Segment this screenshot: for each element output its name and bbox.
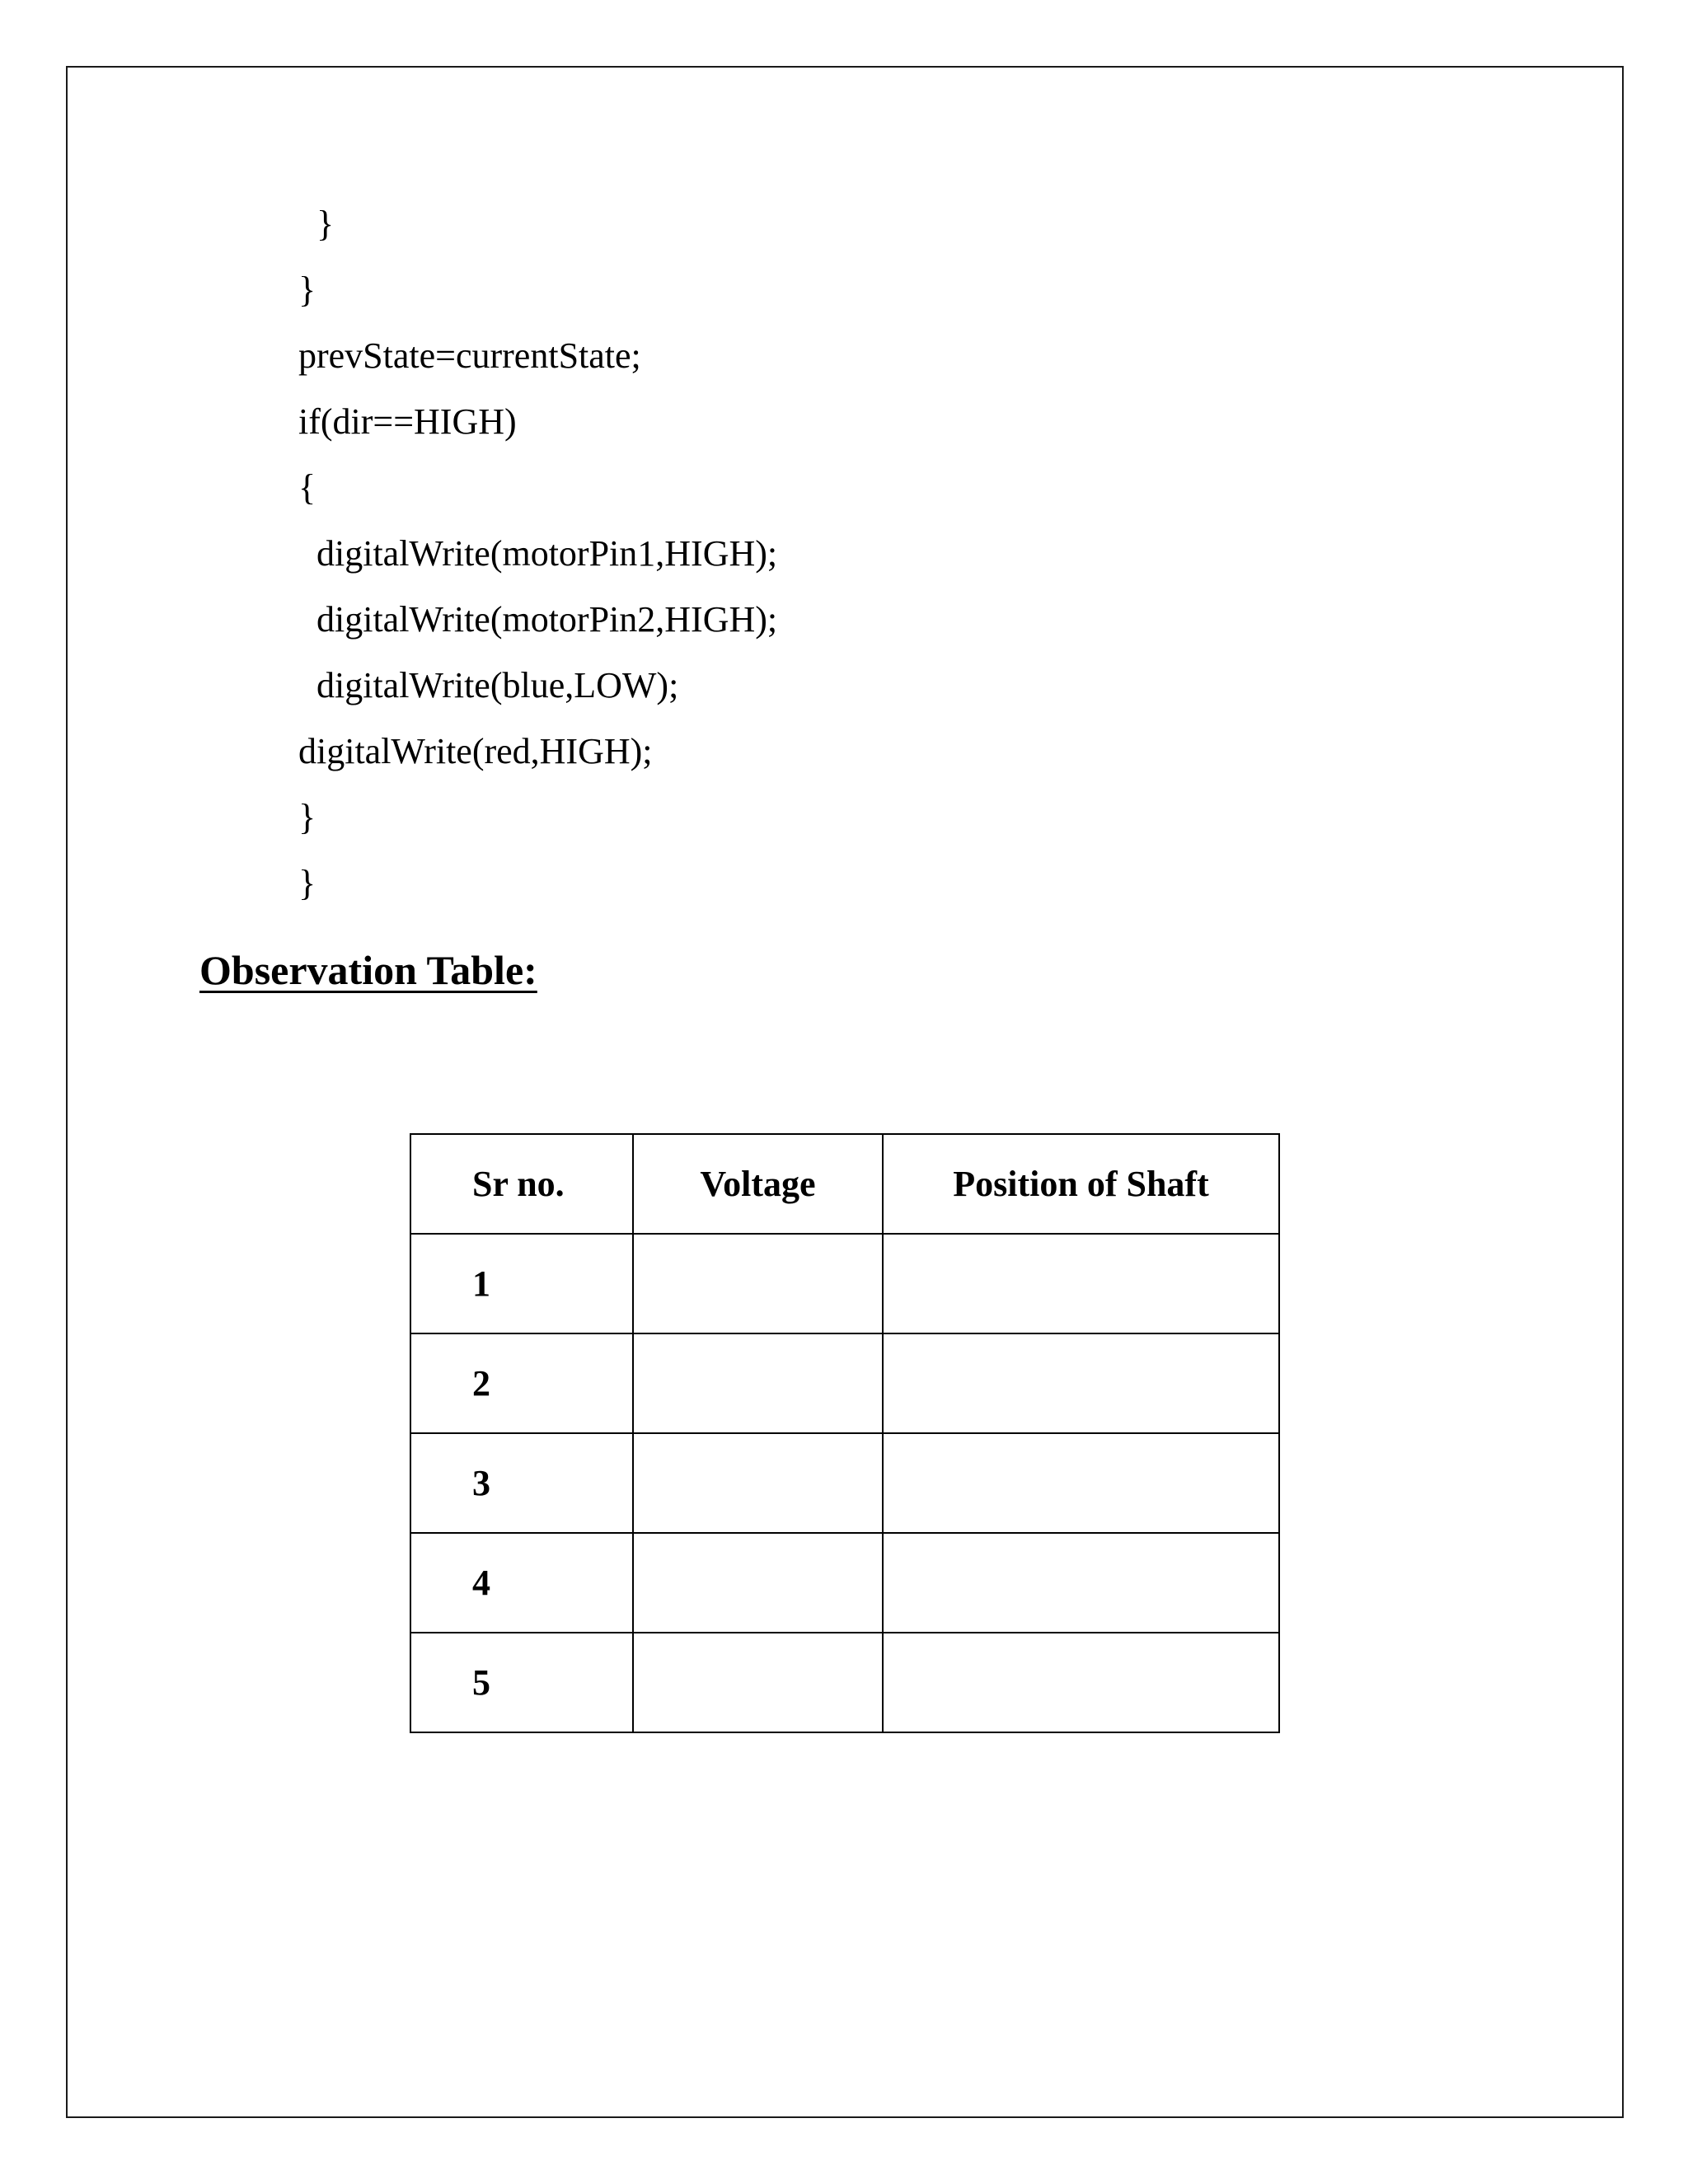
table-row <box>410 1333 1279 1433</box>
code-line: } <box>298 269 316 310</box>
code-line: digitalWrite(motorPin1,HIGH); <box>316 533 778 574</box>
position-cell <box>883 1333 1279 1433</box>
column-header-voltage: Voltage <box>633 1134 883 1234</box>
table-row <box>410 1234 1279 1333</box>
position-cell <box>883 1533 1279 1633</box>
code-line: } <box>298 863 316 903</box>
table-row <box>410 1433 1279 1533</box>
table-row <box>410 1633 1279 1732</box>
code-line: if(dir==HIGH) <box>298 401 517 442</box>
code-line: prevState=currentState; <box>298 335 641 376</box>
column-header-sr-no: Sr no. <box>410 1134 633 1234</box>
position-cell <box>883 1433 1279 1533</box>
code-line: digitalWrite(motorPin2,HIGH); <box>316 599 778 640</box>
voltage-cell <box>633 1433 883 1533</box>
code-line: digitalWrite(blue,LOW); <box>316 665 679 705</box>
column-header-position-of-shaft: Position of Shaft <box>883 1134 1279 1234</box>
sr-no-cell: 1 <box>410 1234 633 1333</box>
table-row <box>410 1533 1279 1633</box>
position-cell <box>883 1234 1279 1333</box>
table-header-row <box>410 1134 1279 1234</box>
code-line: { <box>298 467 316 508</box>
voltage-cell <box>633 1333 883 1433</box>
sr-no-cell: 3 <box>410 1433 633 1533</box>
section-heading: Observation Table: <box>199 947 537 993</box>
code-line: } <box>316 204 335 244</box>
observation-table <box>410 1133 1280 1733</box>
sr-no-cell: 5 <box>410 1633 633 1732</box>
code-line: digitalWrite(red,HIGH); <box>298 731 653 771</box>
voltage-cell <box>633 1633 883 1732</box>
position-cell <box>883 1633 1279 1732</box>
voltage-cell <box>633 1533 883 1633</box>
voltage-cell <box>633 1234 883 1333</box>
code-line: } <box>298 797 316 837</box>
sr-no-cell: 2 <box>410 1333 633 1433</box>
sr-no-cell: 4 <box>410 1533 633 1633</box>
